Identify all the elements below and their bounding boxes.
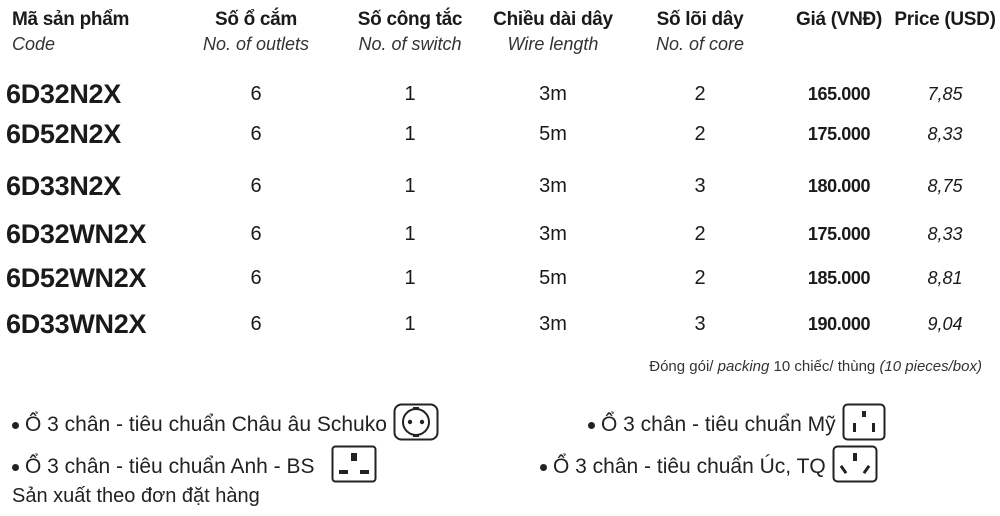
- outlets-count: 6: [250, 223, 262, 245]
- core-count: 3: [694, 175, 706, 197]
- switch-count: 1: [404, 313, 416, 335]
- product-code: 6D32N2X: [6, 79, 121, 109]
- packing-note: [649, 358, 982, 375]
- price-usd: 8,75: [927, 176, 963, 196]
- bullet-dot: [588, 422, 595, 429]
- header-outlets-vi: Số ổ cắm: [214, 9, 298, 30]
- note-au-text: Ổ 3 chân - tiêu chuẩn Úc, TQ: [553, 455, 826, 478]
- note-uk: [12, 445, 377, 489]
- header-outlets-en: No. of outlets: [202, 34, 310, 54]
- core-count: 2: [694, 267, 706, 289]
- outlets-count: 6: [250, 175, 262, 197]
- schuko-socket-icon: [393, 403, 439, 447]
- core-count: 2: [694, 223, 706, 245]
- price-vnd: 175.000: [807, 124, 871, 144]
- price-vnd: 175.000: [807, 224, 871, 244]
- packing-en-2: (10 pieces/box): [879, 358, 982, 375]
- table-row: [0, 74, 1000, 114]
- header-outlets: [186, 8, 326, 56]
- table-row: [0, 304, 1000, 344]
- core-count: 2: [694, 83, 706, 105]
- core-count: 3: [694, 313, 706, 335]
- table-row: [0, 258, 1000, 298]
- price-usd: 9,04: [927, 314, 963, 334]
- header-core-en: No. of core: [655, 34, 745, 54]
- switch-count: 1: [404, 123, 416, 145]
- wire-length: 3m: [539, 313, 567, 335]
- wire-length: 3m: [539, 223, 567, 245]
- bullet-dot: [12, 422, 19, 429]
- header-core-vi: Số lõi dây: [656, 9, 744, 30]
- header-code-en: Code: [12, 34, 56, 54]
- price-usd: 8,33: [927, 224, 963, 244]
- header-code: [12, 8, 129, 56]
- header-switch-en: No. of switch: [358, 34, 462, 54]
- packing-vi-2: 10 chiếc/ thùng: [773, 358, 876, 375]
- note-us: [588, 403, 886, 447]
- price-vnd: 185.000: [807, 268, 871, 288]
- product-code: 6D33WN2X: [6, 309, 147, 339]
- au-cn-socket-icon: [832, 445, 878, 489]
- bullet-dot: [540, 464, 547, 471]
- header-switch: [340, 8, 480, 56]
- product-code: 6D52N2X: [6, 119, 121, 149]
- price-usd: 8,33: [927, 124, 963, 144]
- packing-vi-1: Đóng gói/: [649, 358, 714, 375]
- product-code: 6D32WN2X: [6, 219, 147, 249]
- table-row: [0, 166, 1000, 206]
- outlets-count: 6: [250, 83, 262, 105]
- header-usd: [892, 8, 998, 32]
- price-vnd: 165.000: [807, 84, 871, 104]
- note-uk-text: Ổ 3 chân - tiêu chuẩn Anh - BS: [25, 455, 315, 478]
- price-vnd: 190.000: [807, 314, 871, 334]
- wire-length: 3m: [539, 83, 567, 105]
- product-code: 6D33N2X: [6, 171, 121, 201]
- outlets-count: 6: [250, 123, 262, 145]
- bullet-dot: [12, 464, 19, 471]
- note-us-text: Ổ 3 chân - tiêu chuẩn Mỹ: [601, 413, 836, 436]
- switch-count: 1: [404, 267, 416, 289]
- header-vnd: [784, 8, 894, 32]
- made-to-order-note: Sản xuất theo đơn đặt hàng: [12, 485, 260, 507]
- core-count: 2: [694, 123, 706, 145]
- note-au-cn: [540, 445, 878, 489]
- header-core: [630, 8, 770, 56]
- table-row: [0, 114, 1000, 154]
- header-wire: [478, 8, 628, 56]
- note-eu-text: Ổ 3 chân - tiêu chuẩn Châu âu Schuko: [25, 413, 387, 436]
- header-vnd-vi: Giá (VNĐ): [796, 9, 882, 30]
- switch-count: 1: [404, 223, 416, 245]
- wire-length: 3m: [539, 175, 567, 197]
- packing-en-1: packing: [717, 358, 770, 375]
- wire-length: 5m: [539, 267, 567, 289]
- outlets-count: 6: [250, 313, 262, 335]
- header-code-vi: Mã sản phẩm: [12, 9, 130, 30]
- wire-length: 5m: [539, 123, 567, 145]
- price-usd: 7,85: [927, 84, 963, 104]
- table-row: [0, 214, 1000, 254]
- header-switch-vi: Số công tắc: [357, 9, 463, 30]
- outlets-count: 6: [250, 267, 262, 289]
- note-eu-schuko: [12, 403, 439, 447]
- header-wire-vi: Chiều dài dây: [493, 9, 613, 30]
- switch-count: 1: [404, 175, 416, 197]
- product-code: 6D52WN2X: [6, 263, 147, 293]
- us-socket-icon: [842, 403, 886, 447]
- switch-count: 1: [404, 83, 416, 105]
- price-usd: 8,81: [927, 268, 963, 288]
- uk-bs-socket-icon: [331, 445, 377, 489]
- header-usd-vi: Price (USD): [894, 9, 996, 30]
- header-wire-en: Wire length: [507, 34, 599, 54]
- price-vnd: 180.000: [807, 176, 871, 196]
